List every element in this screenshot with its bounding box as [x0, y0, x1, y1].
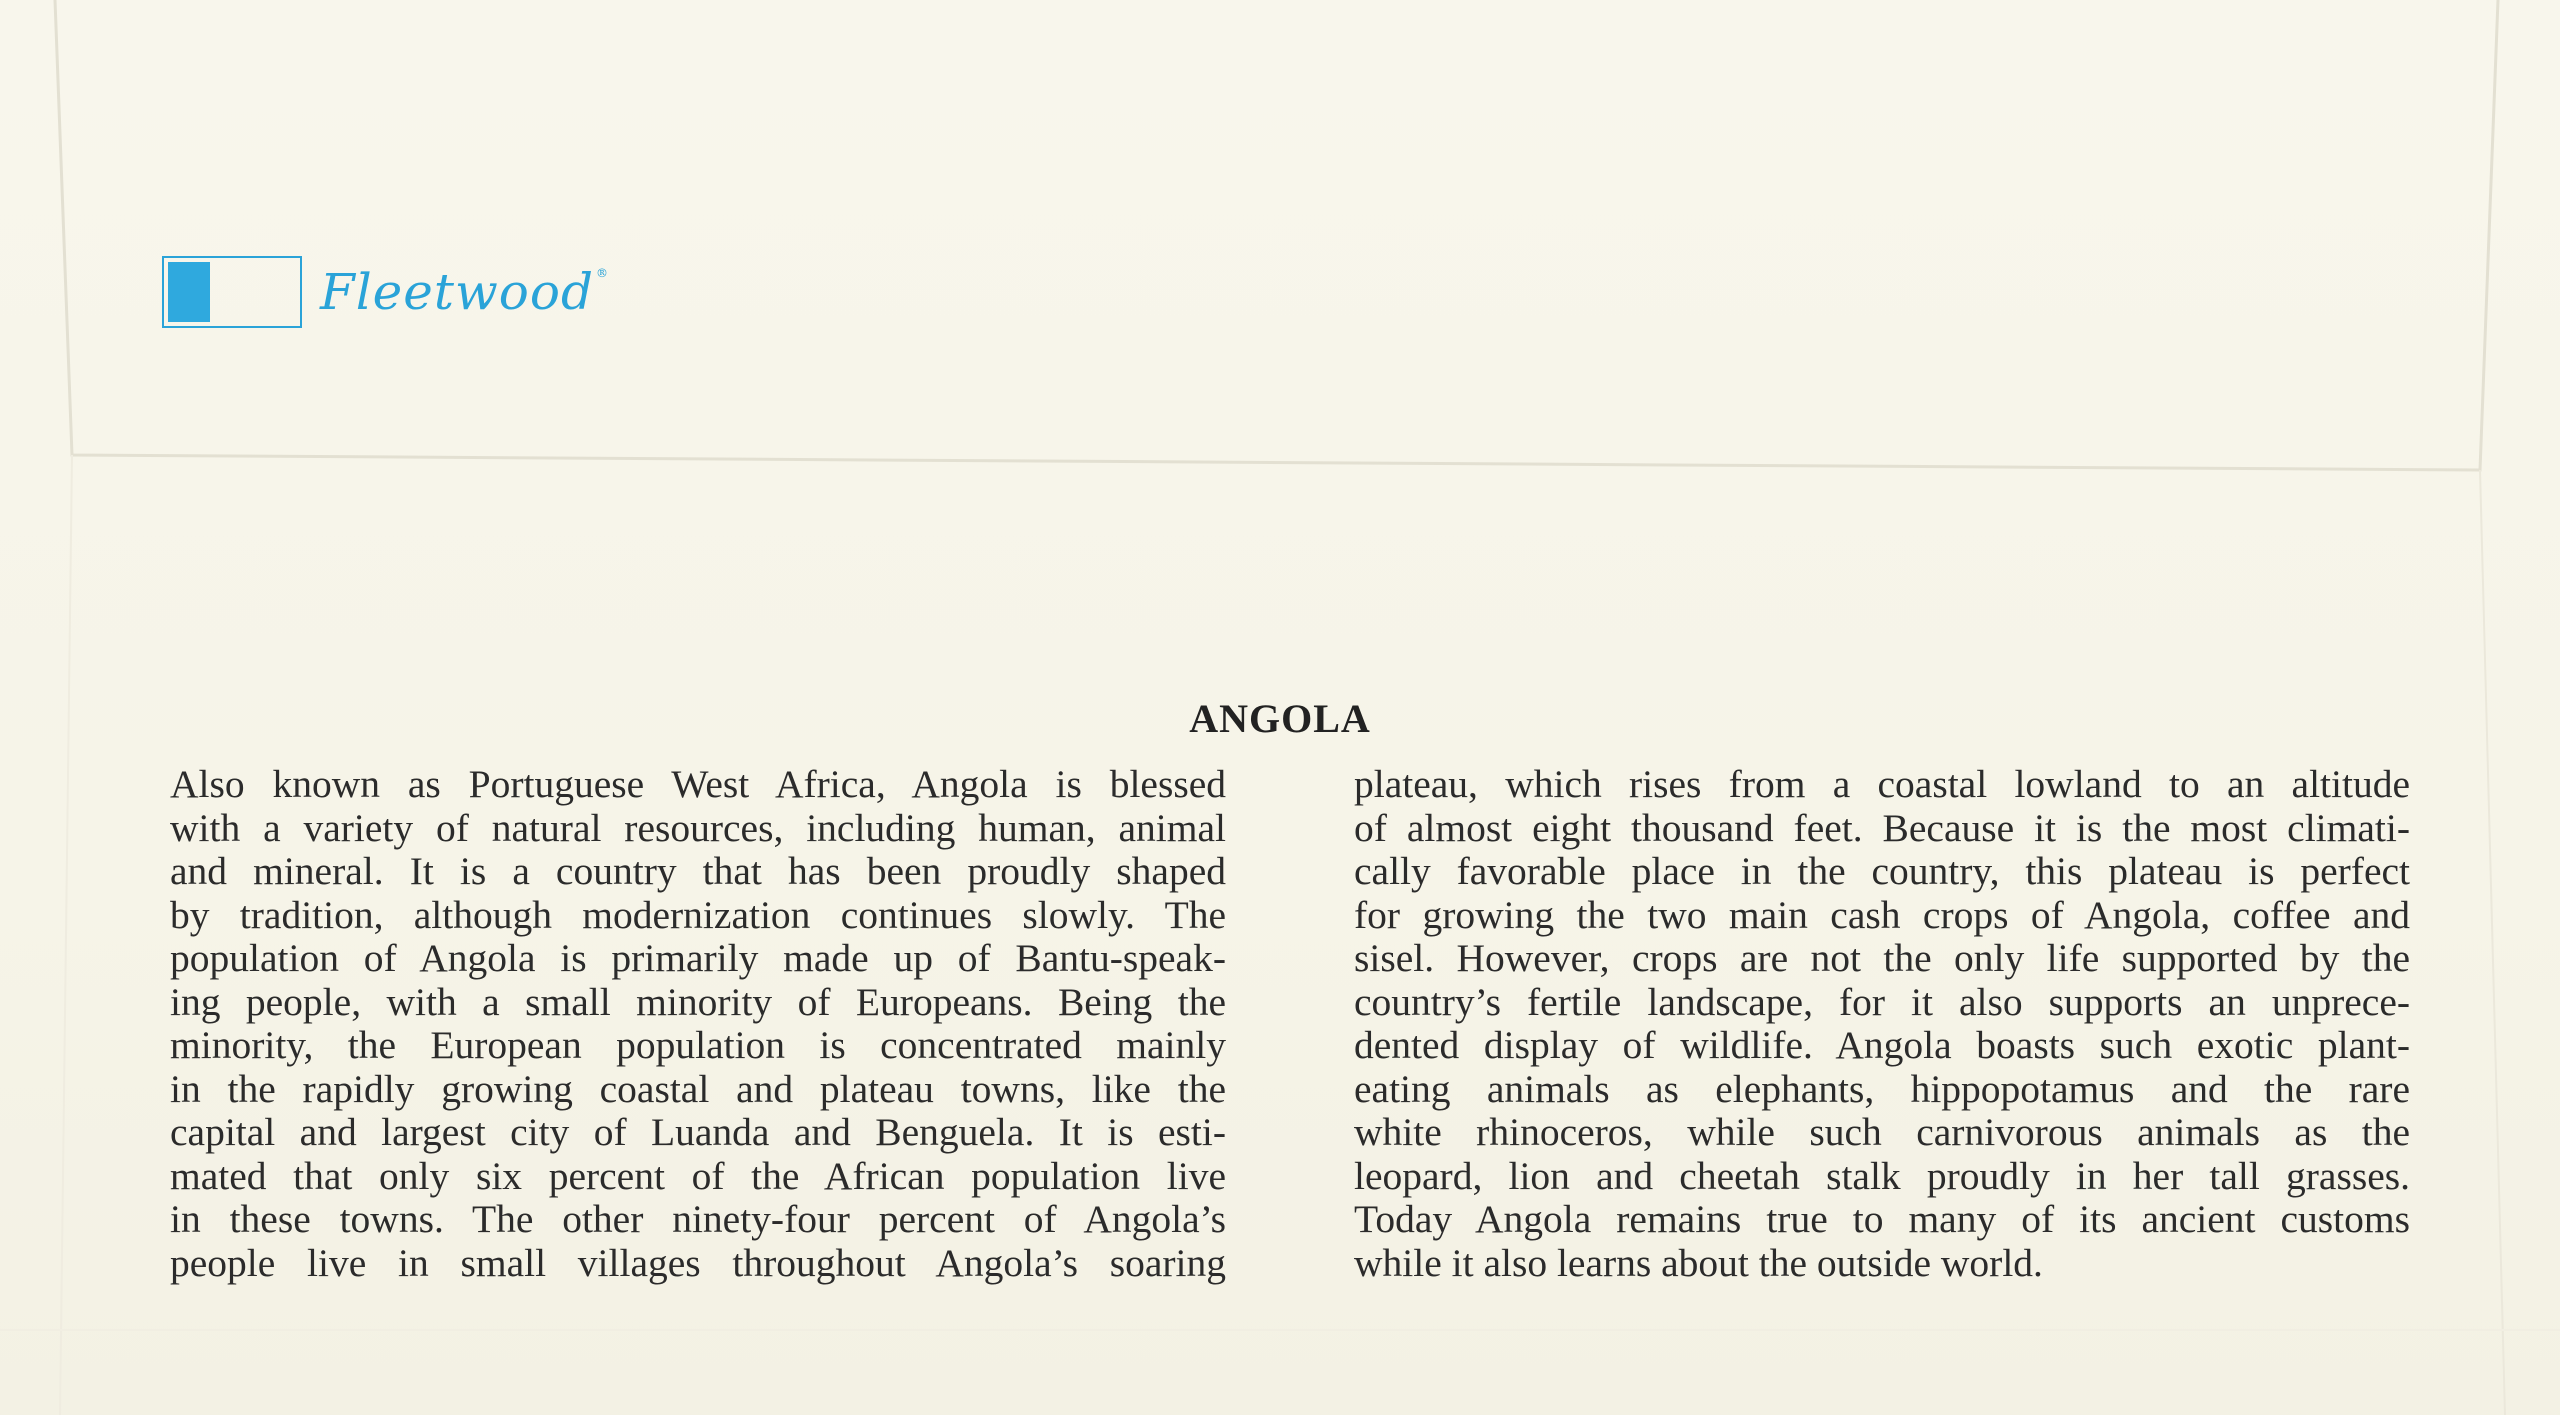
left-column-line: mated that only six percent of the African population live — [170, 1154, 1226, 1198]
left-column-line: capital and largest city of Luanda and Benguela. It is esti- — [170, 1111, 1226, 1154]
right-column-line: Today Angola remains true to many of its ancient customs — [1354, 1198, 2410, 1241]
logo-square-icon — [162, 256, 302, 328]
right-column-line: while it also learns about the outside world. — [1354, 1241, 2043, 1285]
left-column-line: ing people, with a small minority of Europeans. Being the — [170, 980, 1226, 1024]
fleetwood-logo — [162, 256, 609, 328]
left-column-line: and mineral. It is a country that has been proudly shaped — [170, 850, 1226, 893]
left-column-line: Also known as Portuguese West Africa, Angola is blessed — [170, 763, 1226, 806]
article-column-right — [1354, 763, 2410, 1285]
right-column-line: dented display of wildlife. Angola boasts such exotic plant- — [1354, 1024, 2410, 1067]
article-title: ANGOLA — [1189, 696, 1371, 741]
left-column-line: in these towns. The other ninety-four percent of Angola’s — [170, 1198, 1226, 1241]
left-column-line: minority, the European population is concentrated mainly — [170, 1024, 1226, 1067]
left-column-line: in the rapidly growing coastal and plateau towns, like the — [170, 1067, 1226, 1111]
right-column-line: plateau, which rises from a coastal lowland to an altitude — [1354, 763, 2410, 806]
right-column-line: sisel. However, crops are not the only life supported by the — [1354, 937, 2410, 980]
right-column-line: cally favorable place in the country, this plateau is perfect — [1354, 850, 2410, 893]
article-column-left — [170, 763, 1226, 1285]
logo-brand: Fleetwood — [320, 263, 594, 321]
right-column-line: leopard, lion and cheetah stalk proudly in her tall grasses. — [1354, 1154, 2410, 1198]
left-column-line: with a variety of natural resources, including human, animal — [170, 806, 1226, 850]
left-column-line: population of Angola is primarily made up of Bantu-speak- — [170, 937, 1226, 980]
right-column-line: eating animals as elephants, hippopotamus and the rare — [1354, 1067, 2410, 1111]
logo-registered-mark: ® — [595, 266, 609, 280]
right-column-line: of almost eight thousand feet. Because it is the most climati- — [1354, 806, 2410, 850]
left-column-line: people live in small villages throughout Angola’s soaring — [170, 1241, 1226, 1285]
right-column-line: white rhinoceros, while such carnivorous animals as the — [1354, 1111, 2410, 1154]
right-column-line: country’s fertile landscape, for it also supports an unprece- — [1354, 980, 2410, 1024]
right-column-line: for growing the two main cash crops of Angola, coffee and — [1354, 893, 2410, 937]
left-column-line: by tradition, although modernization continues slowly. The — [170, 893, 1226, 937]
logo-square-fill — [168, 262, 210, 322]
logo-wordmark — [320, 263, 609, 321]
